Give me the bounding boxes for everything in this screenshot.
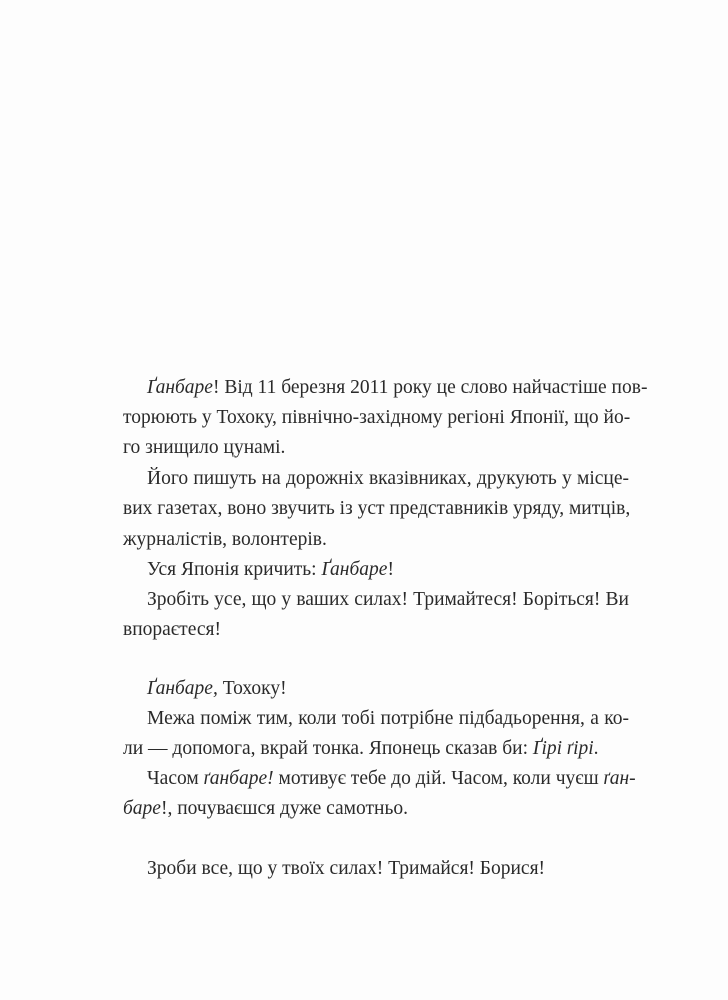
text-segment: го знищило цунамі. bbox=[123, 437, 286, 458]
text-line bbox=[123, 677, 629, 701]
text-segment: !, почуваєшся дуже самотньо. bbox=[160, 798, 408, 819]
text-segment: Часом bbox=[147, 768, 204, 789]
italic-text: Ґанбаре bbox=[321, 559, 388, 580]
text-line bbox=[123, 857, 629, 881]
text-line bbox=[123, 528, 629, 552]
text-segment: ! Від 11 березня 2011 року це слово найчастіше пов- bbox=[212, 377, 648, 398]
text-line bbox=[123, 767, 636, 791]
text-segment: . bbox=[593, 738, 599, 759]
text-line bbox=[123, 467, 629, 491]
text-line bbox=[123, 588, 629, 612]
italic-text: Ґанбаре bbox=[147, 377, 213, 398]
text-segment: Межа поміж тим, коли тобі потрібне підбадьорення, а ко- bbox=[147, 708, 629, 729]
text-line bbox=[123, 707, 629, 731]
text-segment: журналістів, волонтерів. bbox=[123, 529, 327, 550]
text-segment: Уся Японія кричить: bbox=[147, 559, 322, 580]
text-segment: торюють у Тохоку, північно-західному регіоні Японії, що йо- bbox=[123, 407, 631, 428]
text-segment: Тохоку! bbox=[217, 678, 287, 699]
text-line bbox=[123, 737, 629, 761]
italic-text: Ґанбаре, bbox=[147, 678, 218, 699]
text-line bbox=[123, 436, 629, 460]
text-line bbox=[123, 797, 629, 821]
italic-text: баре bbox=[123, 798, 161, 819]
text-segment: Його пишуть на дорожніх вказівниках, друкують у місце- bbox=[147, 468, 629, 489]
text-segment: вих газетах, воно звучить із уст представників уряду, митців, bbox=[123, 498, 631, 519]
italic-text: ґан- bbox=[603, 768, 636, 789]
text-segment: Зробіть усе, що у ваших силах! Тримайтеся! Боріться! Ви bbox=[147, 589, 629, 610]
text-segment: Зроби все, що у твоїх силах! Тримайся! Борися! bbox=[147, 858, 546, 879]
text-line bbox=[123, 618, 629, 642]
text-segment: ли — допомога, вкрай тонка. Японець сказав би: bbox=[123, 738, 533, 759]
text-line bbox=[123, 497, 629, 521]
italic-text: Ґірі ґірі bbox=[532, 738, 594, 759]
italic-text: ґанбаре! bbox=[203, 768, 274, 789]
text-segment: мотивує тебе до дій. Часом, коли чуєш bbox=[273, 768, 604, 789]
text-segment: впораєтеся! bbox=[123, 619, 221, 640]
text-line bbox=[123, 558, 629, 582]
text-line bbox=[123, 406, 629, 430]
text-line bbox=[123, 376, 648, 400]
text-segment: ! bbox=[387, 559, 394, 580]
